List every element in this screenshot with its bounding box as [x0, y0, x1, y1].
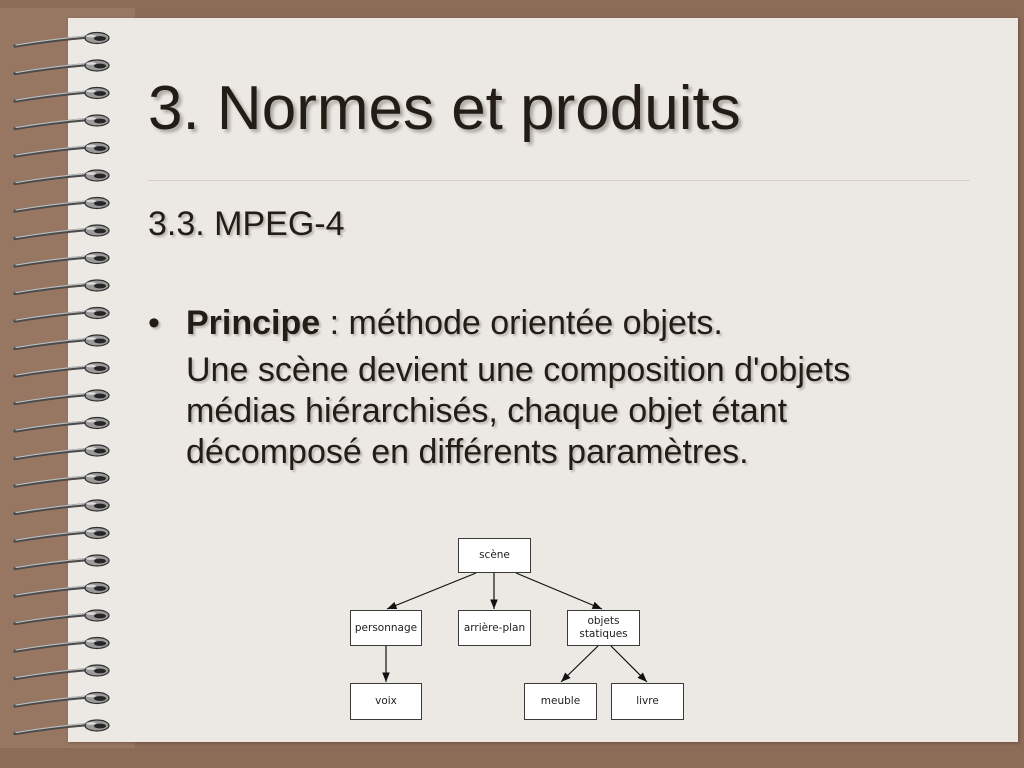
- explanation-paragraph: [186, 350, 850, 473]
- node-label: arrière-plan: [463, 621, 526, 634]
- node-livre: [611, 683, 684, 720]
- node-voix: [350, 683, 422, 720]
- spiral-ring: [15, 528, 109, 542]
- bullet-marker: •: [148, 304, 160, 342]
- node-meuble: [524, 683, 597, 720]
- paragraph-line: Une scène devient une composition d'objets: [186, 351, 851, 389]
- section-subtitle: 3.3. MPEG-4: [148, 205, 345, 243]
- spiral-ring: [15, 390, 109, 404]
- node-label: statiques: [579, 628, 628, 640]
- spiral-ring: [15, 610, 109, 624]
- spiral-ring: [15, 88, 109, 102]
- spiral-ring: [15, 583, 109, 597]
- node-label: objets: [587, 615, 620, 627]
- spiral-ring: [15, 693, 109, 707]
- spiral-ring: [15, 308, 109, 322]
- spiral-ring: [15, 60, 109, 74]
- node-personnage: [350, 610, 422, 646]
- spiral-ring: [15, 445, 109, 459]
- slide-title: 3. Normes et produits: [148, 74, 741, 143]
- node-arriere-plan: [458, 610, 531, 646]
- spiral-ring: [15, 665, 109, 679]
- node-label: meuble: [540, 695, 581, 707]
- spiral-ring: [15, 473, 109, 487]
- node-objets-statiques: [567, 610, 640, 646]
- bullet-item: [186, 303, 723, 344]
- node-label: voix: [375, 695, 397, 707]
- node-scene: [458, 538, 531, 573]
- spiral-ring: [15, 720, 109, 734]
- spiral-ring: [15, 33, 109, 47]
- node-label: scène: [479, 549, 510, 561]
- spiral-ring: [15, 335, 109, 349]
- paragraph-line: médias hiérarchisés, chaque objet étant: [186, 392, 788, 430]
- spiral-ring: [15, 225, 109, 239]
- spiral-ring: [15, 363, 109, 377]
- spiral-ring: [15, 555, 109, 569]
- spiral-ring: [15, 253, 109, 267]
- spiral-ring: [15, 143, 109, 157]
- spiral-ring: [15, 418, 109, 432]
- spiral-binding: [0, 0, 135, 768]
- spiral-ring: [15, 500, 109, 514]
- node-label: livre: [636, 695, 659, 707]
- paragraph-line: décomposé en différents paramètres.: [186, 433, 749, 471]
- spiral-ring: [15, 280, 109, 294]
- node-label: personnage: [354, 621, 418, 634]
- spiral-ring: [15, 198, 109, 212]
- spiral-ring: [15, 170, 109, 184]
- bullet-term: Principe: [186, 304, 321, 342]
- spiral-ring: [15, 638, 109, 652]
- bullet-description: : méthode orientée objets.: [320, 304, 723, 342]
- title-divider: [148, 180, 970, 181]
- spiral-ring: [15, 115, 109, 129]
